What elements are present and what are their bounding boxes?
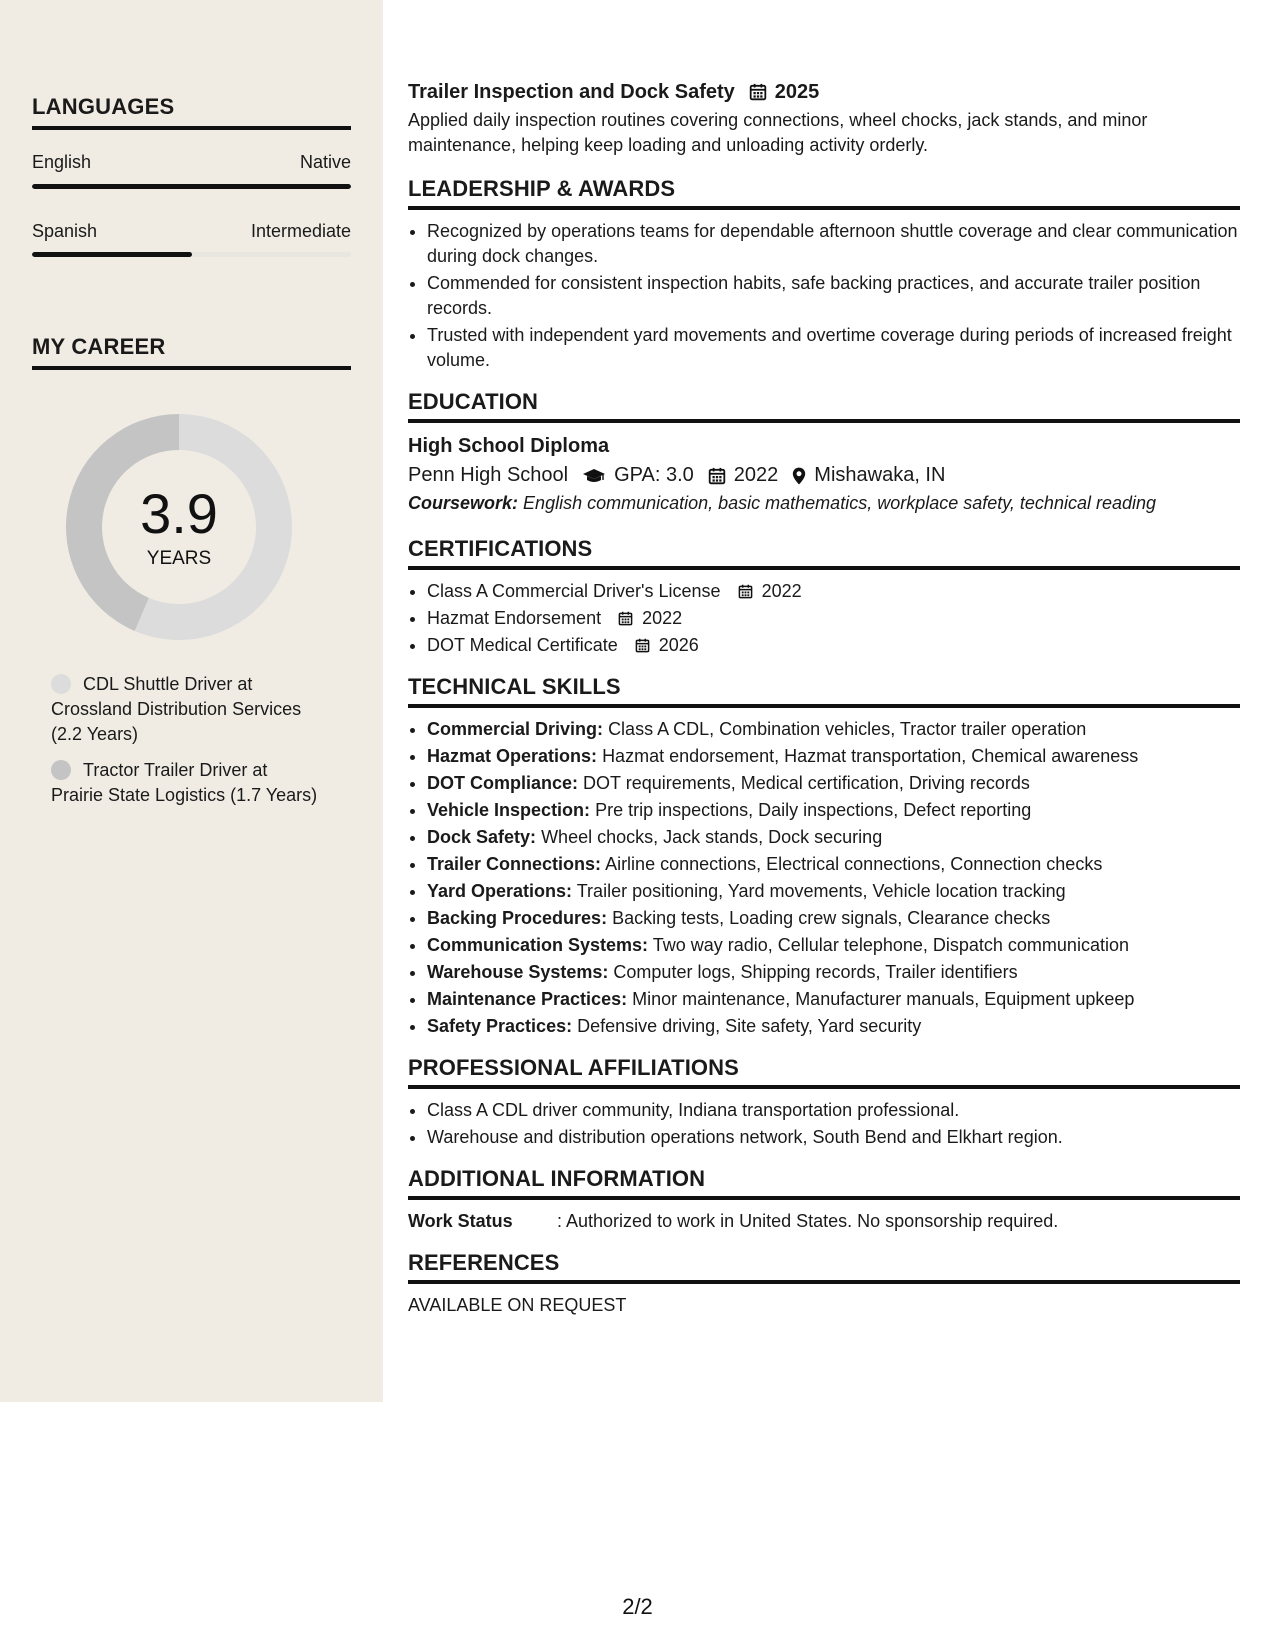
skill-values: Hazmat endorsement, Hazmat transportation, Chemical awareness [602,746,1139,766]
skills-list [408,717,1240,1039]
skill-values: Minor maintenance, Manufacturer manuals, Equipment upkeep [632,989,1135,1009]
affiliations-section [408,1055,1240,1150]
list-item: • Warehouse and distribution operations network, South Bend and Elkhart region. [427,1125,1240,1150]
career-heading: MY CAREER [32,334,351,370]
skill-category: Safety Practices: [427,1016,573,1036]
gpa: GPA: 3.0 [614,464,694,486]
skill-item [427,771,1240,796]
skill-item [427,960,1240,985]
skill-category: Hazmat Operations: [427,746,598,766]
certification-item [427,606,1240,631]
career-unit: YEARS [146,548,212,569]
project-year: 2025 [774,81,820,103]
section-heading: EDUCATION [408,389,1240,423]
certification-item [427,579,1240,604]
location-pin-icon [792,467,806,485]
work-status-value: : Authorized to work in United States. No sponsorship required. [557,1211,1059,1231]
section-heading: CERTIFICATIONS [408,536,1240,570]
skill-category: DOT Compliance: [427,773,579,793]
career-total: 3.9 [140,482,218,545]
degree-title: High School Diploma [408,435,610,457]
references-text: AVAILABLE ON REQUEST [408,1295,627,1315]
section-heading: PROFESSIONAL AFFILIATIONS [408,1055,1240,1089]
graduation-year: 2022 [733,464,779,486]
legend-dot [51,760,71,780]
language-name: English [32,152,92,172]
page-number: 2/2 [622,1594,653,1619]
language-row-spanish [32,221,351,242]
skill-category: Trailer Connections: [427,854,602,874]
project-title-row [408,78,1240,106]
skill-item [427,717,1240,742]
education-section [408,389,1240,516]
language-bar-english [32,184,351,189]
skill-item [427,987,1240,1012]
list-item: • Commended for consistent inspection habits, safe backing practices, and accurate trailer position records. [427,271,1240,321]
skill-item [427,1014,1240,1039]
skill-values: Wheel chocks, Jack stands, Dock securing [541,827,883,847]
coursework-label: Coursework: [408,493,519,513]
skill-item [427,933,1240,958]
skill-category: Warehouse Systems: [427,962,609,982]
school-name: Penn High School [408,464,569,486]
section-heading: ADDITIONAL INFORMATION [408,1166,1240,1200]
language-level: Intermediate [250,221,351,241]
certification-name: Class A Commercial Driver's License [427,581,721,601]
coursework-text: English communication, basic mathematics, workplace safety, technical reading [523,493,1157,513]
skill-values: Airline connections, Electrical connections, Connection checks [605,854,1103,874]
career-legend-item [51,758,321,808]
skill-values: Pre trip inspections, Daily inspections, Defect reporting [595,800,1032,820]
language-bar-fill [32,184,351,189]
skill-values: Defensive driving, Site safety, Yard security [577,1016,922,1036]
skill-category: Commercial Driving: [427,719,604,739]
coursework [408,491,1240,516]
calendar-icon [738,584,753,599]
skill-values: Backing tests, Loading crew signals, Clearance checks [612,908,1051,928]
career-label: Tractor Trailer Driver at Prairie State Logistics (1.7 Years) [51,760,318,805]
list-item: • Class A CDL driver community, Indiana transportation professional. [427,1098,1240,1123]
section-heading: REFERENCES [408,1250,1240,1284]
certification-year: 2022 [642,608,683,628]
certification-item [427,633,1240,658]
skill-item [427,879,1240,904]
legend-dot [51,674,71,694]
skill-values: Computer logs, Shipping records, Trailer identifiers [613,962,1018,982]
certifications-section [408,536,1240,658]
skill-category: Yard Operations: [427,881,573,901]
education-details [408,460,1240,491]
leadership-section [408,176,1240,373]
section-heading: LEADERSHIP & AWARDS [408,176,1240,210]
skill-item [427,852,1240,877]
work-status-row [408,1209,1240,1234]
graduation-cap-icon [582,467,606,485]
career-donut-chart [66,414,292,640]
references-section [408,1250,1240,1318]
certification-name: Hazmat Endorsement [427,608,602,628]
skill-values: Two way radio, Cellular telephone, Dispatch communication [652,935,1129,955]
skill-category: Dock Safety: [427,827,537,847]
main-column [408,78,1240,1318]
skill-values: Class A CDL, Combination vehicles, Tractor trailer operation [608,719,1087,739]
certification-year: 2026 [658,635,699,655]
certification-name: DOT Medical Certificate [427,635,618,655]
skill-item [427,825,1240,850]
skill-item [427,798,1240,823]
sidebar [0,0,383,1402]
calendar-icon [708,467,726,485]
project-description: Applied daily inspection routines covering connections, wheel chocks, jack stands, and minor maintenance, helping keep loading and unloading activity orderly. [408,110,1148,155]
languages-heading: LANGUAGES [32,94,351,130]
career-label: CDL Shuttle Driver at Crossland Distribution Services (2.2 Years) [51,674,302,744]
skill-category: Communication Systems: [427,935,649,955]
skill-category: Vehicle Inspection: [427,800,591,820]
school-location: Mishawaka, IN [814,464,946,486]
section-heading: TECHNICAL SKILLS [408,674,1240,708]
skill-values: DOT requirements, Medical certification, Driving records [583,773,1030,793]
calendar-icon [749,83,767,101]
calendar-icon [635,638,650,653]
skill-category: Backing Procedures: [427,908,608,928]
language-name: Spanish [32,221,98,241]
list-item: • Recognized by operations teams for dependable afternoon shuttle coverage and clear communication during dock changes. [427,219,1240,269]
skills-section [408,674,1240,1039]
skill-item [427,744,1240,769]
language-level: Native [299,152,351,172]
additional-section [408,1166,1240,1234]
work-status-label: Work Status [408,1211,513,1231]
language-row-english [32,152,351,173]
language-bar-spanish [32,252,351,257]
project-title: Trailer Inspection and Dock Safety [408,81,735,103]
career-legend-item [51,672,321,747]
skill-category: Maintenance Practices: [427,989,628,1009]
certification-year: 2022 [761,581,802,601]
skill-item [427,906,1240,931]
language-bar-fill [32,252,192,257]
project-entry [408,78,1240,158]
list-item: • Trusted with independent yard movements and overtime coverage during periods of increased freight volume. [427,323,1240,373]
leadership-list [408,219,1240,373]
skill-values: Trailer positioning, Yard movements, Vehicle location tracking [576,881,1066,901]
certifications-list [408,579,1240,658]
calendar-icon [618,611,633,626]
affiliations-list [408,1098,1240,1150]
